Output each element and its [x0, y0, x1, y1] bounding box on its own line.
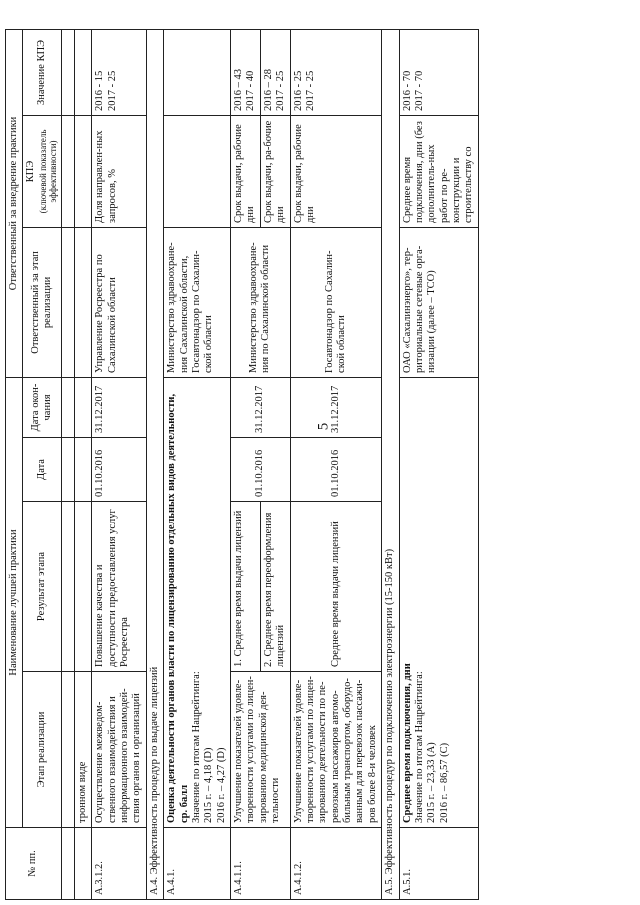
- row-stage-values: Значение по итогам Нацрейтинга: 2015 г. – 4,18 (D) 2016 г. – 4,27 (D): [190, 671, 227, 823]
- row-date: 01.10.2016: [231, 438, 291, 502]
- row-responsible: Министерство здравоохране-ния по Сахалинской области: [231, 227, 291, 377]
- row-date: 01.10.2016: [290, 438, 382, 502]
- row-result: Повышение качества и доступности предоставления услуг Росреестра: [92, 502, 147, 672]
- section-row-a4: [146, 29, 163, 899]
- row-stage: [399, 377, 478, 827]
- row-stage-values: Значение по итогам Нацрейтинга: 2015 г. – 23,33 (А) 2016 г. – 86,57 (С): [413, 671, 450, 823]
- continuation-row: [74, 29, 91, 899]
- row-kpi: Срок выдачи, рабочие дни: [290, 115, 382, 227]
- header-result: Результат этапа: [23, 502, 62, 672]
- header-end-date: Дата окон-чания: [23, 377, 62, 437]
- row-stage-title: Оценка деятельности органов власти по лицензированию отдельных видов деятельности, ср. балл: [166, 393, 190, 823]
- row-num: А.4.1.2.: [290, 828, 382, 900]
- row-end-date: 31.12.2017: [231, 377, 291, 437]
- row-result: Среднее время выдачи лицензий: [290, 502, 382, 672]
- row-kpi-value-1: 2016 – 43 2017 - 40: [231, 29, 261, 115]
- section-title-a4: А.4. Эффективность процедур по выдаче лицензий: [146, 29, 163, 899]
- section-row-a5: [382, 29, 399, 899]
- row-responsible: Министерство здравоохране-ния Сахалинской области, Госавтонадзор по Сахалин-ской области: [164, 227, 231, 377]
- header-responsible-stage: Ответственный за этап реализации: [23, 227, 62, 377]
- header-stage: Этап реализации: [23, 672, 62, 828]
- row-num: А.4.1.1.: [231, 828, 291, 900]
- table-row-a412: [290, 29, 382, 899]
- row-result-2: 2. Среднее время переоформления лицензий: [260, 502, 290, 672]
- header-kpi-value: Значение КПЭ: [23, 29, 62, 115]
- table-row-a312: [92, 29, 147, 899]
- row-result-1: 1. Среднее время выдачи лицензий: [231, 502, 261, 672]
- row-num: А.4.1.: [164, 828, 231, 900]
- row-stage: Улучшение показателей удовле-творенности услугами по лицен-зированию медицинской дея-тельности: [231, 672, 291, 828]
- table-row-a411: [231, 29, 261, 899]
- row-stage: [164, 377, 231, 827]
- practice-table: [5, 29, 479, 900]
- row-kpi-2: Срок выдачи, ра-бочие дни: [260, 115, 290, 227]
- row-kpi: Доля направлен-ных запросов, %: [92, 115, 147, 227]
- header-kpi-label: КПЭ: [25, 160, 37, 183]
- row-date: 01.10.2016: [92, 438, 147, 502]
- row-kpi-value: 2016 - 25 2017 - 25: [290, 29, 382, 115]
- row-kpi-value: 2016 - 15 2017 - 25: [92, 29, 147, 115]
- row-responsible: ОАО «Сахалинэнерго», тер-риториальные сетевые орга-низации (далее – ТСО): [399, 227, 478, 377]
- table-row-a41: [164, 29, 231, 899]
- row-kpi-1: Срок выдачи, рабочие дни: [231, 115, 261, 227]
- row-kpi-value-2: 2016 – 28 2017 - 25: [260, 29, 290, 115]
- header-date: Дата: [23, 438, 62, 502]
- row-num: А.5.1.: [399, 828, 478, 900]
- continuation-text: тронном виде: [74, 672, 91, 828]
- row-kpi-value: 2016 - 70 2017 - 70: [399, 29, 478, 115]
- page-number: 5: [315, 422, 332, 431]
- rotated-table-wrapper: [5, 30, 615, 900]
- row-kpi: Среднее время подключения, дни (без дополнитель-ных работ по ре-конструкции и строительству со: [399, 115, 478, 227]
- header-best-practice: Наименование лучшей практики: [6, 377, 23, 827]
- row-stage-title: Среднее время подключения, дни: [401, 663, 413, 823]
- header-num: № пп.: [6, 828, 62, 900]
- row-responsible: Управление Росреестра по Сахалинской области: [92, 227, 147, 377]
- header-kpi-note: (ключевой показатель эффективности): [37, 129, 59, 214]
- row-stage: Осуществление межведом-ственного взаимодействия и информационного взаимодей-ствия органов и организаций: [92, 672, 147, 828]
- spacer-row: [61, 29, 74, 899]
- table-row-a51: [399, 29, 478, 899]
- row-end-date: 31.12.2017: [290, 377, 382, 437]
- row-end-date: 31.12.2017: [92, 377, 147, 437]
- section-title-a5: А.5. Эффективность процедур по подключению электроэнергии (15-150 кВт): [382, 29, 399, 899]
- header-responsible: Ответственный за внедрение практики: [6, 29, 23, 377]
- row-stage: Улучшение показателей удовле-творенности услугами по лицен-зированию деятельности по пе-ревозкам пассажиров автомо-бильным транспортом, оборудо-ванным для перевозок пассажи-ров более 8-и человек: [290, 672, 382, 828]
- row-responsible: Госавтонадзор по Сахалин-ской области: [290, 227, 382, 377]
- header-kpi: [23, 115, 62, 227]
- row-num: А.3.1.2.: [92, 828, 147, 900]
